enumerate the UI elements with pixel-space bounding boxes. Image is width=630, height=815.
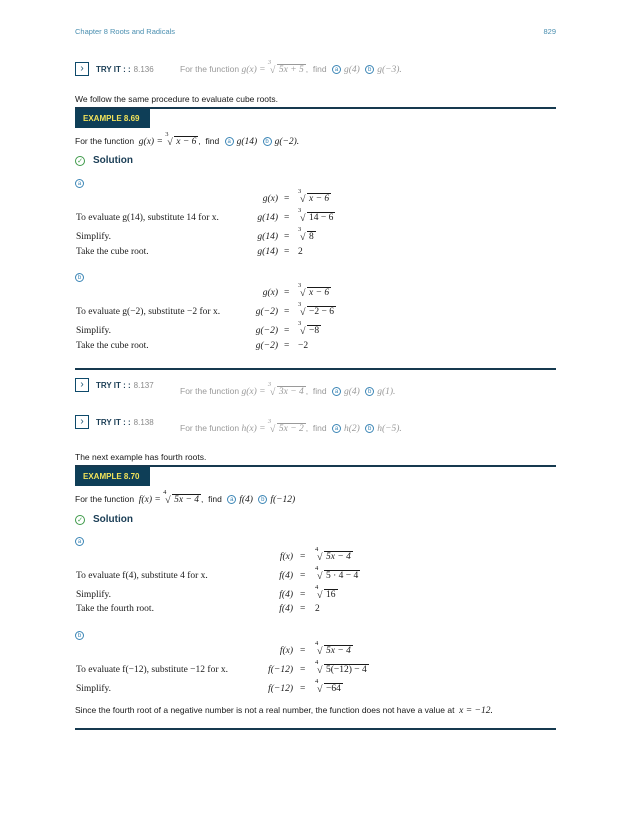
step-row xyxy=(0,301,630,320)
root-index: 4 xyxy=(315,659,319,666)
try-it-number: 8.137 xyxy=(133,380,154,390)
conclusion-text: Since the fourth root of a negative number is not a real number, the function does not have a value at xyxy=(75,705,455,715)
cube-root: 3 √ x − 6 xyxy=(165,131,197,148)
step-row xyxy=(0,604,630,617)
example-8-70-title: EXAMPLE 8.70 xyxy=(75,467,150,486)
part-b-expr: g(1). xyxy=(377,387,396,397)
chevron-right-icon[interactable]: › xyxy=(75,378,89,392)
step-equals: = xyxy=(284,247,290,257)
part-b-expr: f(−12) xyxy=(270,495,296,505)
try-it-number: 8.136 xyxy=(133,64,154,74)
part-a-marker-icon: a xyxy=(225,137,234,146)
step-row xyxy=(0,226,630,245)
try-it-8-138-problem: For the function h(x) = 3 √ 5x − 2 , find a h(2) b h(−5). xyxy=(180,418,402,435)
part-a-expr: f(4) xyxy=(239,495,253,505)
intro-fourth-roots: The next example has fourth roots. xyxy=(75,452,207,462)
check-circle-icon: ✓ xyxy=(75,515,85,525)
step-rhs: 2 xyxy=(315,604,320,614)
radicand: −2 − 6 xyxy=(309,307,334,317)
root-index: 4 xyxy=(315,678,319,685)
part-b-marker-icon: b xyxy=(365,65,374,74)
radicand: 5x − 4 xyxy=(326,552,351,562)
step-lhs: g(−2) xyxy=(255,341,278,351)
part-a-label xyxy=(75,533,84,551)
page-number: 829 xyxy=(543,27,556,36)
step-lhs: f(4) xyxy=(279,604,293,614)
root-index: 3 xyxy=(298,226,302,233)
radicand: 5x − 4 xyxy=(326,646,351,656)
find-text: find xyxy=(312,423,327,433)
part-a-marker-icon: a xyxy=(227,495,236,504)
divider xyxy=(75,368,556,370)
example-8-70-problem xyxy=(75,489,296,506)
try-it-8-136[interactable] xyxy=(75,61,154,77)
step-rhs: 3 √ x − 6 xyxy=(298,188,330,205)
radicand: 5(−12) − 4 xyxy=(326,665,367,675)
step-row xyxy=(0,546,630,565)
part-b-marker-icon: b xyxy=(263,137,272,146)
find-text: find xyxy=(208,494,222,504)
root-index: 4 xyxy=(315,640,319,647)
problem-prefix: For the function xyxy=(180,423,240,433)
root-index: 3 xyxy=(298,320,302,327)
step-description: To evaluate f(4), substitute 4 for x. xyxy=(76,571,208,581)
root-index: 3 xyxy=(267,59,272,66)
example-8-69-solution-heading xyxy=(75,155,133,166)
check-circle-icon: ✓ xyxy=(75,156,85,166)
try-it-label: TRY IT : : xyxy=(96,417,131,427)
root-index: 3 xyxy=(298,207,302,214)
root-index: 3 xyxy=(298,301,302,308)
step-description: Take the fourth root. xyxy=(76,604,154,614)
try-it-8-136-problem: For the function g(x) = 3 √ 5x + 5 , find a g(4) b g(−3). xyxy=(180,59,402,76)
root-index: 3 xyxy=(298,282,302,289)
part-a-marker-icon: a xyxy=(332,65,341,74)
radicand: −8 xyxy=(309,326,320,336)
chevron-right-icon[interactable]: › xyxy=(75,62,89,76)
part-a-marker-icon: a xyxy=(332,424,341,433)
radicand: x − 6 xyxy=(309,288,330,298)
radicand: x − 6 xyxy=(309,194,330,204)
step-row xyxy=(0,207,630,226)
step-equals: = xyxy=(300,552,306,562)
part-a-marker-icon: a xyxy=(75,537,84,546)
part-b-expr: g(−3). xyxy=(377,65,402,75)
radicand: 5x + 5 xyxy=(278,65,304,75)
step-lhs: g(x) xyxy=(262,194,278,204)
find-text: find xyxy=(312,386,327,396)
step-equals: = xyxy=(284,307,290,317)
step-description: Simplify. xyxy=(76,326,112,336)
step-row xyxy=(0,678,630,697)
part-a-expr: g(4) xyxy=(343,387,360,397)
try-it-label: TRY IT : : xyxy=(96,380,131,390)
root-index: 4 xyxy=(315,584,319,591)
step-equals: = xyxy=(300,571,306,581)
comma: , xyxy=(198,136,201,146)
root-index: 4 xyxy=(163,489,167,496)
solution-label: Solution xyxy=(93,514,133,525)
problem-prefix: For the function xyxy=(180,386,240,396)
part-a-expr: h(2) xyxy=(343,424,360,434)
example-8-69-title: EXAMPLE 8.69 xyxy=(75,109,150,128)
step-rhs: 4 √ 16 xyxy=(315,584,336,601)
step-row xyxy=(0,659,630,678)
radicand: 5 · 4 − 4 xyxy=(326,571,359,581)
radicand: 3x − 4 xyxy=(278,387,304,397)
step-equals: = xyxy=(284,326,290,336)
part-a-label xyxy=(75,175,84,193)
step-description: Take the cube root. xyxy=(76,247,149,257)
step-lhs: f(x) xyxy=(279,552,293,562)
chapter-header: Chapter 8 Roots and Radicals xyxy=(75,27,176,36)
step-lhs: g(14) xyxy=(257,232,278,242)
step-description: Take the cube root. xyxy=(76,341,149,351)
step-equals: = xyxy=(284,341,290,351)
step-row xyxy=(0,282,630,301)
cube-root: 3 √ 5x + 5 xyxy=(267,59,304,76)
function-def: g(x) = xyxy=(241,65,266,75)
step-equals: = xyxy=(300,590,306,600)
step-rhs: 4 √ 5x − 4 xyxy=(315,640,351,657)
step-row xyxy=(0,341,630,354)
solution-label: Solution xyxy=(93,155,133,166)
find-text: find xyxy=(205,136,220,146)
fourth-root: 4 √ 5x − 4 xyxy=(163,489,200,506)
step-description: To evaluate f(−12), substitute −12 for x. xyxy=(76,665,228,675)
step-row xyxy=(0,565,630,584)
step-row xyxy=(0,640,630,659)
step-lhs: g(x) xyxy=(262,288,278,298)
part-b-marker-icon: b xyxy=(75,273,84,282)
step-description: To evaluate g(−2), substitute −2 for x. xyxy=(76,307,221,317)
root-index: 3 xyxy=(165,131,169,138)
step-lhs: g(14) xyxy=(257,247,278,257)
step-equals: = xyxy=(284,213,290,223)
part-b-expr: h(−5). xyxy=(377,424,402,434)
radicand: 16 xyxy=(326,590,336,600)
step-lhs: f(−12) xyxy=(268,665,293,675)
comma: , xyxy=(201,494,204,504)
step-equals: = xyxy=(284,194,290,204)
step-rhs: 4 √ 5x − 4 xyxy=(315,546,351,563)
conclusion-math: x = −12. xyxy=(459,706,493,716)
step-rhs: 4 √ 5(−12) − 4 xyxy=(315,659,367,676)
step-row xyxy=(0,320,630,339)
step-equals: = xyxy=(284,288,290,298)
part-a-expr: g(14) xyxy=(236,137,258,147)
try-it-8-137[interactable] xyxy=(75,377,154,393)
step-lhs: g(−2) xyxy=(255,326,278,336)
root-index: 3 xyxy=(267,381,272,388)
try-it-8-138[interactable] xyxy=(75,414,154,430)
intro-cube-roots: We follow the same procedure to evaluate cube roots. xyxy=(75,94,279,104)
step-row xyxy=(0,584,630,603)
problem-prefix: For the function xyxy=(75,494,135,504)
step-lhs: g(14) xyxy=(257,213,278,223)
example-8-70-conclusion xyxy=(75,705,493,716)
step-lhs: g(−2) xyxy=(255,307,278,317)
try-it-label: TRY IT : : xyxy=(96,64,131,74)
cube-root: 3 √ 3x − 4 xyxy=(267,381,304,398)
root-index: 4 xyxy=(315,565,319,572)
example-8-69-problem xyxy=(75,131,300,148)
radicand: 8 xyxy=(309,232,314,242)
part-b-marker-icon: b xyxy=(75,631,84,640)
step-rhs: 3 √ 14 − 6 xyxy=(298,207,334,224)
step-rhs: 3 √ x − 6 xyxy=(298,282,330,299)
step-description: Simplify. xyxy=(76,232,112,242)
radicand: −64 xyxy=(326,684,341,694)
step-equals: = xyxy=(300,646,306,656)
step-equals: = xyxy=(300,665,306,675)
step-rhs: 3 √ −2 − 6 xyxy=(298,301,334,318)
step-equals: = xyxy=(284,232,290,242)
root-index: 3 xyxy=(298,188,302,195)
step-rhs: 3 √ 8 xyxy=(298,226,314,243)
part-a-marker-icon: a xyxy=(332,387,341,396)
part-a-marker-icon: a xyxy=(75,179,84,188)
chevron-right-icon[interactable]: › xyxy=(75,415,89,429)
step-rhs: 4 √ 5 · 4 − 4 xyxy=(315,565,359,582)
function-def: g(x) = xyxy=(138,137,163,147)
step-description: Simplify. xyxy=(76,590,112,600)
function-def: f(x) = xyxy=(138,495,161,505)
step-lhs: f(4) xyxy=(279,590,293,600)
try-it-8-137-problem: For the function g(x) = 3 √ 3x − 4 , find a g(4) b g(1). xyxy=(180,381,396,398)
step-description: Simplify. xyxy=(76,684,112,694)
function-def: h(x) = xyxy=(241,424,266,434)
radicand: x − 6 xyxy=(176,137,197,147)
radicand: 5x − 2 xyxy=(278,424,304,434)
step-lhs: f(x) xyxy=(279,646,293,656)
step-row xyxy=(0,188,630,207)
divider xyxy=(75,728,556,730)
part-b-marker-icon: b xyxy=(365,424,374,433)
part-b-marker-icon: b xyxy=(258,495,267,504)
part-b-marker-icon: b xyxy=(365,387,374,396)
step-equals: = xyxy=(300,684,306,694)
try-it-number: 8.138 xyxy=(133,417,154,427)
step-rhs: 4 √ −64 xyxy=(315,678,341,695)
step-row xyxy=(0,247,630,260)
problem-prefix: For the function xyxy=(75,136,135,146)
root-index: 3 xyxy=(267,418,272,425)
step-description: To evaluate g(14), substitute 14 for x. xyxy=(76,213,219,223)
part-b-expr: g(−2). xyxy=(274,137,300,147)
cube-root: 3 √ 5x − 2 xyxy=(267,418,304,435)
step-rhs: 3 √ −8 xyxy=(298,320,320,337)
step-lhs: f(−12) xyxy=(268,684,293,694)
radicand: 5x − 4 xyxy=(174,495,200,505)
step-equals: = xyxy=(300,604,306,614)
function-def: g(x) = xyxy=(241,387,266,397)
step-rhs: 2 xyxy=(298,247,303,257)
example-8-70-solution-heading xyxy=(75,514,133,525)
root-index: 4 xyxy=(315,546,319,553)
step-lhs: f(4) xyxy=(279,571,293,581)
problem-prefix: For the function xyxy=(180,64,240,74)
step-rhs: −2 xyxy=(298,341,309,351)
part-b-label xyxy=(75,269,84,287)
part-a-expr: g(4) xyxy=(343,65,360,75)
part-b-label xyxy=(75,627,84,645)
find-text: find xyxy=(312,64,327,74)
radicand: 14 − 6 xyxy=(309,213,334,223)
